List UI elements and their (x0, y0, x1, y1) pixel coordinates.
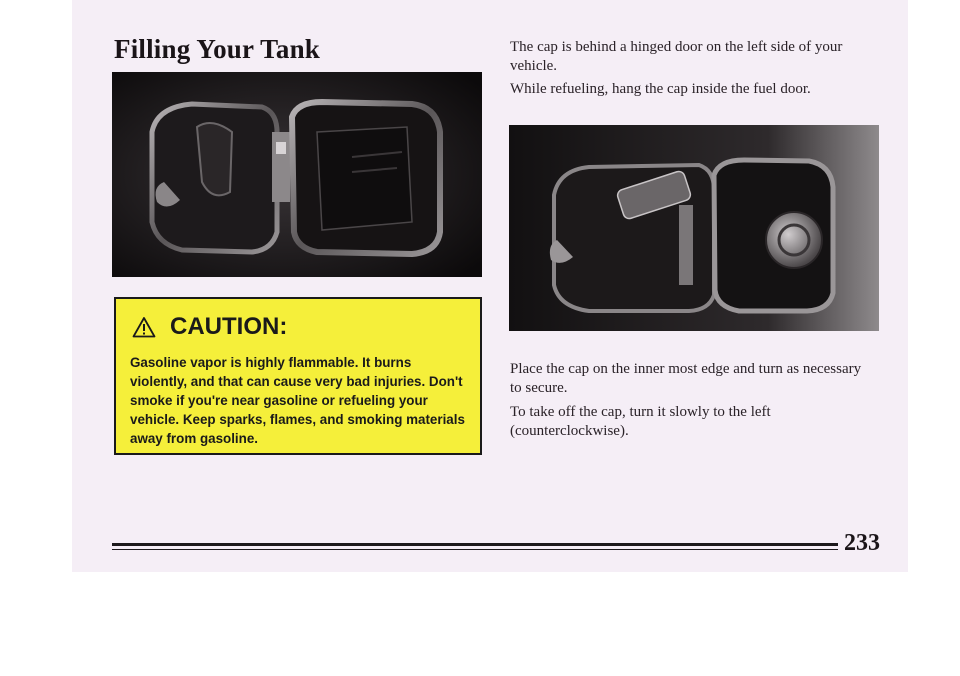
caution-label: CAUTION: (170, 313, 288, 340)
warning-triangle-icon (132, 316, 156, 338)
caution-text: Gasoline vapor is highly flammable. It burns violently, and that can cause very bad injuries. Don't smoke if you're near gasoline or refueling your vehicle. Keep sparks, flames, and smoking materials away from gasoline. (130, 355, 465, 446)
paragraph-secure-cap: Place the cap on the inner most edge and turn as necessary to secure. (510, 361, 862, 396)
footer-rule-thin (112, 549, 838, 550)
caution-header (132, 313, 287, 341)
manual-page (72, 0, 908, 572)
open-fuel-door-photo (112, 72, 482, 277)
paragraph-cap-location: The cap is behind a hinged door on the left side of your vehicle. (510, 39, 843, 74)
page-title: Filling Your Tank (114, 34, 321, 64)
paragraph-hang-cap: While refueling, hang the cap inside the fuel door. (510, 81, 811, 97)
page-number: 233 (844, 530, 880, 556)
caution-box (114, 297, 482, 455)
fuel-cap-photo (509, 125, 879, 331)
footer-rule-thick (112, 543, 838, 546)
paragraph-remove-cap: To take off the cap, turn it slowly to the left (counterclockwise). (510, 404, 771, 439)
